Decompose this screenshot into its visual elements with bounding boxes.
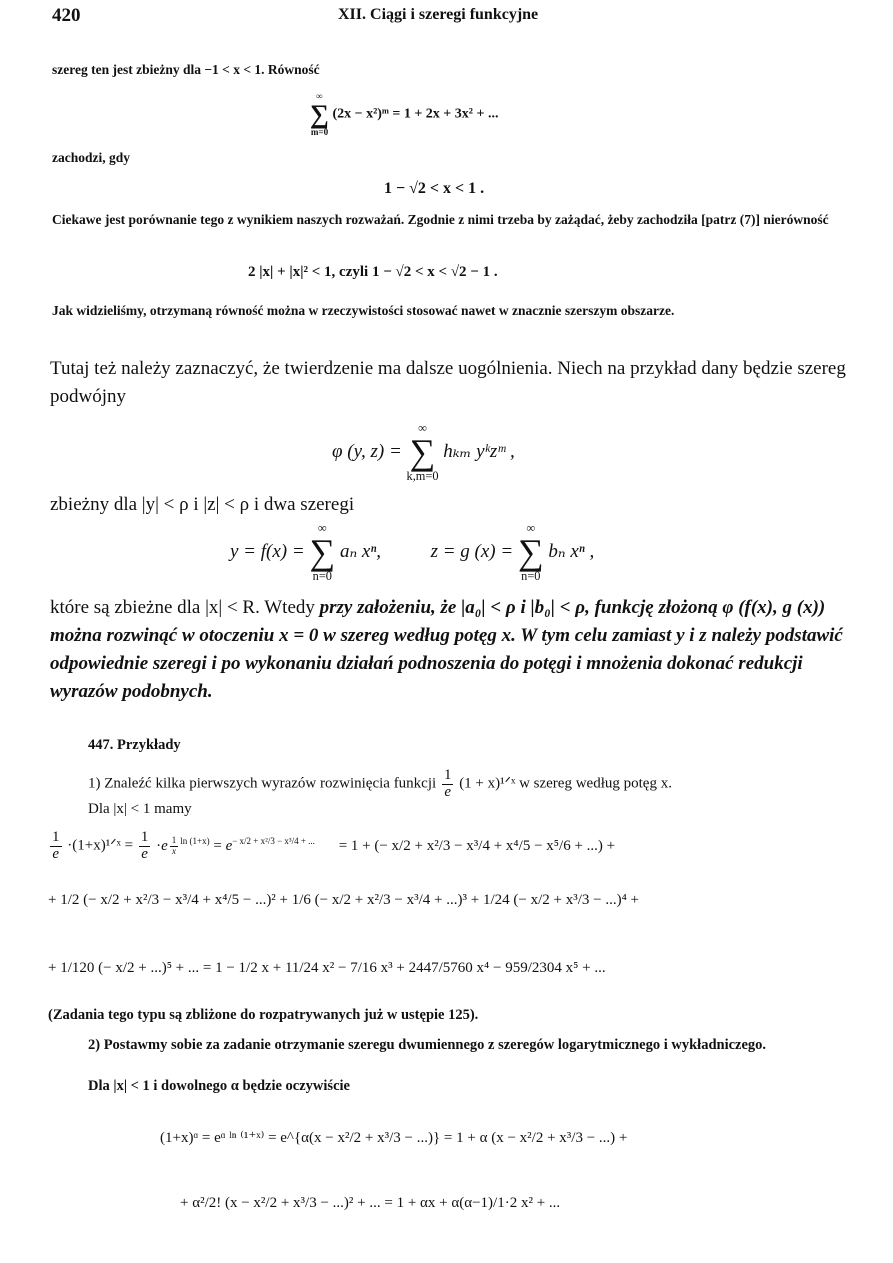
theorem-statement: przy założeniu, że |a₀| < ρ i |b₀| < ρ, funkcję złożoną φ (f(x), g (x)) można rozwinąć w otoczeniu x = 0 w szereg według potęg x. W tym celu zamiast y i z należy podstawić odpowiednie szeregi i po wykonaniu działań podnoszenia do potęgi i mnożenia dokonać redukcji wyrazów podobnych. [50,597,843,702]
equation-series-1-body: (2x − x²)ᵐ = 1 + 2x + 3x² + ... [332,106,499,122]
text-line-1: szereg ten jest zbieżny dla −1 < x < 1. Równość [52,62,320,77]
text-line-2: zachodzi, gdy [52,150,131,165]
series-f-rhs: aₙ xⁿ, [339,540,382,562]
theorem-intro: które są zbieżne dla |x| < R. Wtedy [50,597,315,618]
sum-symbol: ∞ ∑ n=0 [309,521,336,584]
running-title: XII. Ciągi i szeregi funkcyjne [338,6,539,23]
double-series-lhs: φ (y, z) = [332,440,402,462]
example-2-row1: (1+x)ᵅ = eᵅ ˡⁿ ⁽¹⁺ˣ⁾ = e^{α(x − x²/2 + x³/3 − ...)} = 1 + α (x − x²/2 + x³/3 − ...) + [160,1130,628,1146]
series-g-rhs: bₙ xⁿ , [548,540,595,562]
double-series-rhs: hₖₘ yᵏzᵐ , [443,440,515,462]
paragraph-wider-region: Jak widzieliśmy, otrzymaną równość można w rzeczywistości stosować nawet w znacznie szerszym obszarze. [52,303,675,318]
equation-two-series [230,522,594,583]
paragraph-generalization: Tutaj też należy zaznaczyć, że twierdzenie ma dalsze uogólnienia. Niech na przykład dany będzie szereg podwójny [50,358,846,407]
series-g-lhs: z = g (x) = [430,540,514,562]
example-2-text: 2) Postawmy sobie za zadanie otrzymanie szeregu dwumiennego z szeregów logarytmicznego i wykładniczego. [88,1037,767,1053]
equation-series-1 [310,92,498,137]
series-f-lhs: y = f(x) = [230,540,305,562]
equation-double-series [332,422,515,483]
example-1-row3: + 1/120 (− x/2 + ...)⁵ + ... = 1 − 1/2 x + 11/24 x² − 7/16 x³ + 2447/5760 x⁴ − 959/2304 x⁵ + ... [48,960,606,976]
equation-inequality: 2 |x| + |x|² < 1, czyli 1 − √2 < x < √2 − 1 . [248,264,498,280]
text-line-convergent: zbieżny dla |y| < ρ i |z| < ρ i dwa szeregi [50,494,355,515]
sum-symbol: ∞ ∑ m=0 [310,91,329,137]
section-heading: 447. Przykłady [88,737,181,753]
example-2-row2: + α²/2! (x − x²/2 + x³/3 − ...)² + ... = 1 + αx + α(α−1)/1·2 x² + ... [180,1195,561,1211]
example-1-note: (Zadania tego typu są zbliżone do rozpatrywanych już w ustępie 125). [48,1007,479,1023]
paragraph-comparison: Ciekawe jest porównanie tego z wynikiem naszych rozważań. Zgodnie z nimi trzeba by zażądać, żeby zachodziła [patrz (7)] nierówność [52,212,829,227]
sum-symbol: ∞ ∑ n=0 [517,521,544,584]
example-1-row1: $\frac{1}{e}$ ·(1+x)¹ᐟˣ = $\frac{1}{e}$ ·e $\frac{1}{x}$ $^{ln (1+x)} = e^{- x/2 + x^2/3 - x^3/4 + ...} = 1$ + (− x/2 + x²/3 − x³/4 + x⁴/5 − x⁵/6 + ...) + [52,829,616,862]
page-number: 420 [52,5,81,26]
example-1-text: 1) Znaleźć kilka pierwszych wyrazów rozwinięcia funkcji $\frac{1}{e}$ (1 + x)¹ᐟˣ w szereg według potęg x. [88,767,672,800]
sum-symbol: ∞ ∑ k,m=0 [406,421,439,484]
example-1-line2: Dla |x| < 1 mamy [88,801,192,817]
paragraph-theorem [50,594,860,706]
example-2-line2: Dla |x| < 1 i dowolnego α będzie oczywiście [88,1078,350,1094]
equation-condition-1: 1 − √2 < x < 1 . [384,180,485,197]
example-1-row2: + 1/2 (− x/2 + x²/3 − x³/4 + x⁴/5 − ...)² + 1/6 (− x/2 + x²/3 − x³/4 + ...)³ + 1/24 (− x/2 + x³/3 − ...)⁴ + [48,892,640,908]
